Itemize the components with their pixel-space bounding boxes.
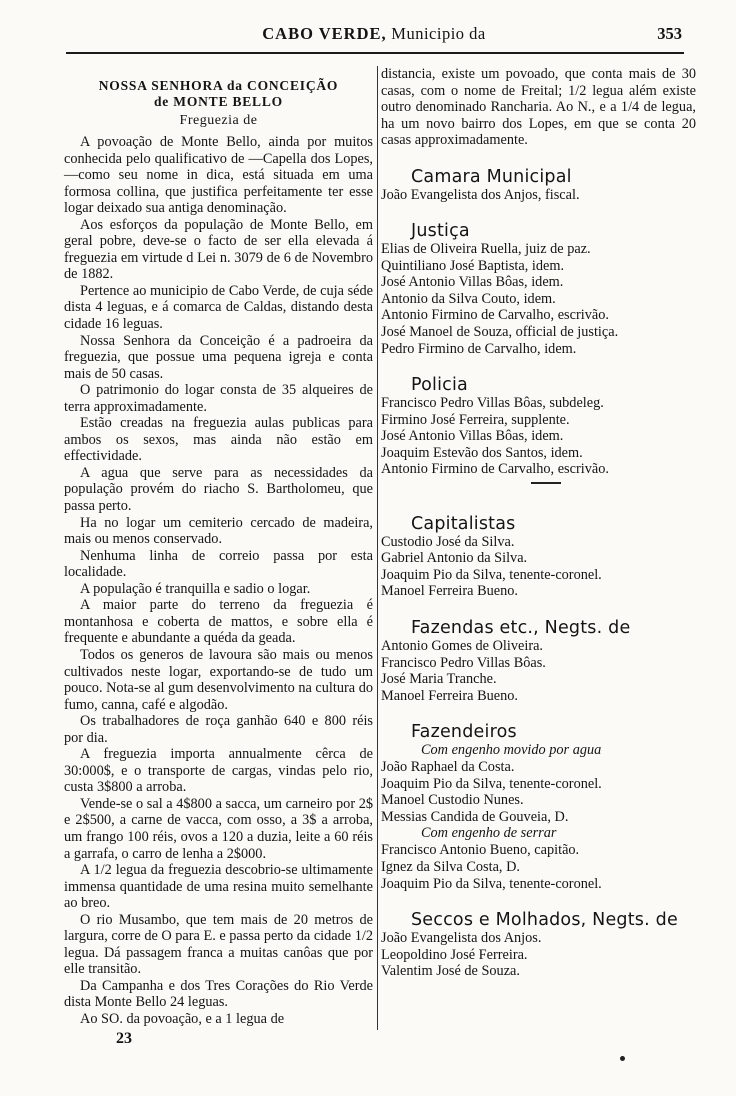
paragraph: A agua que serve para as necessidades da população provém do riacho S. Bartholomeu, que passa perto. bbox=[64, 464, 373, 515]
list-item: Leopoldino José Ferreira. bbox=[381, 946, 528, 963]
list-item: Manoel Ferreira Bueno. bbox=[381, 687, 518, 704]
header-title-bold: CABO VERDE, bbox=[262, 24, 387, 43]
paragraph: A povoação de Monte Bello, ainda por muitos conhecida pelo qualificativo de —Capella dos Lopes,—como seu nome in dica, está situada em uma formosa collina, que justifica perfeitamente ter esse logar deixado sua antiga denominação. bbox=[64, 134, 373, 217]
paragraph: Os trabalhadores de roça ganhão 640 e 800 réis por dia. bbox=[64, 713, 373, 746]
list-item: Joaquim Pio da Silva, tenente-coronel. bbox=[381, 566, 602, 583]
list-item: Antonio Firmino de Carvalho, escrivão. bbox=[381, 307, 609, 324]
paragraph: Ao SO. da povoação, e a 1 legua de bbox=[80, 1010, 285, 1027]
subheading: Com engenho de serrar bbox=[421, 825, 557, 842]
list-item: João Evangelista dos Anjos, fiscal. bbox=[381, 186, 580, 203]
paragraph: A maior parte do terreno da freguezia é montanhosa e coberta de mattos, e sobre ella é frequente e abundante a quéda da geada. bbox=[64, 597, 373, 647]
parish-subtitle: Freguezia de bbox=[179, 113, 258, 128]
list-item: João Evangelista dos Anjos. bbox=[381, 930, 542, 947]
paragraph: Ha no logar um cemiterio cercado de madeira, mais ou menos conservado. bbox=[64, 514, 373, 548]
paragraph: Nenhuma linha de correio passa por esta localidade. bbox=[64, 547, 373, 581]
section-heading-fazendas: Fazendas etc., Negts. de bbox=[411, 618, 631, 639]
list-item: Joaquim Pio da Silva, tenente-coronel. bbox=[381, 775, 602, 792]
list-item: Messias Candida de Gouveia, D. bbox=[381, 808, 569, 825]
ink-dot bbox=[620, 1056, 625, 1061]
list-item: Francisco Pedro Villas Bôas. bbox=[381, 654, 546, 671]
section-heading-capitalistas: Capitalistas bbox=[411, 513, 516, 534]
list-item: Custodio José da Silva. bbox=[381, 533, 515, 550]
list-item: Joaquim Estevão dos Santos, idem. bbox=[381, 444, 583, 461]
list-item: Antonio Gomes de Oliveira. bbox=[381, 638, 543, 655]
list-item: José Manoel de Souza, official de justiça. bbox=[381, 324, 619, 341]
page-number: 353 bbox=[657, 24, 682, 43]
paragraph: Todos os generos de lavoura são mais ou menos cultivados neste logar, exportando-se de tudo um pouco. Nota-se al gum desenvolvimento na cultura do fumo, canna, café e algodão. bbox=[64, 646, 373, 713]
paragraph: A 1/2 legua da freguezia descobrio-se ultimamente immensa quantidade de uma resina muito semelhante ao breo. bbox=[64, 862, 373, 912]
paragraph: Estão creadas na freguezia aulas publicas para ambos os sexos, mas ainda não estão em effectividade. bbox=[64, 415, 373, 465]
paragraph: Aos esforços da população de Monte Bello, em geral pobre, deve-se o facto de ser ella elevada á freguezia em virtude d Lei n. 3079 de 6 de Novembro de 1882. bbox=[64, 216, 373, 283]
list-item: José Antonio Villas Bôas, idem. bbox=[381, 274, 564, 291]
right-column bbox=[381, 66, 696, 980]
list-item: Quintiliano José Baptista, idem. bbox=[381, 257, 565, 274]
section-heading-fazendeiros: Fazendeiros bbox=[411, 722, 517, 743]
section-heading-policia: Policia bbox=[411, 375, 468, 396]
list-item: Antonio Firmino de Carvalho, escrivão. bbox=[381, 461, 609, 478]
header-rule bbox=[66, 52, 684, 54]
paragraph: Nossa Senhora da Conceição é a padroeira da freguezia, que possue uma pequena igreja e conta mais de 50 casas. bbox=[64, 332, 373, 382]
paragraph: Pertence ao municipio de Cabo Verde, de cuja séde dista 4 leguas, e á comarca de Caldas, distando desta cidade 16 leguas. bbox=[64, 282, 373, 333]
list-item: Gabriel Antonio da Silva. bbox=[381, 550, 528, 567]
paragraph: Vende-se o sal a 4$800 a sacca, um carneiro por 2$ e 2$500, a carne de vacca, com osso, a 3$ a arroba, um frango 100 réis, ovos a 120 a duzia, leite a 60 réis a garrafa, o carro de lenha a 2$000. bbox=[64, 795, 373, 862]
section-heading-camara: Camara Municipal bbox=[411, 166, 572, 187]
list-item: Francisco Pedro Villas Bôas, subdeleg. bbox=[381, 395, 604, 412]
section-heading-seccos: Seccos e Molhados, Negts. de bbox=[411, 910, 678, 931]
list-item: José Antonio Villas Bôas, idem. bbox=[381, 428, 564, 445]
column-divider bbox=[377, 66, 378, 1030]
list-item: Valentim José de Souza. bbox=[381, 963, 520, 980]
header-title-rest: Municipio da bbox=[391, 24, 486, 43]
continuation-paragraph: distancia, existe um povoado, que conta mais de 30 casas, com o nome de Freital; 1/2 legua além existe outro denominado Rancharia. Ao N., e a 1/4 de legua, ha um novo bairro dos Lopes, em que se conta 20 casas approximadamente. bbox=[381, 66, 696, 149]
paragraph: O rio Musambo, que tem mais de 20 metros de largura, corre de O para E. e passa perto da cidade 1/2 legua. Dá passagem franca a muitas canôas que por elle transitão. bbox=[64, 911, 373, 978]
list-item: Pedro Firmino de Carvalho, idem. bbox=[381, 340, 577, 357]
left-column bbox=[64, 78, 373, 1028]
list-item: Francisco Antonio Bueno, capitão. bbox=[381, 842, 580, 859]
paragraph: Da Campanha e dos Tres Corações do Rio Verde dista Monte Bello 24 leguas. bbox=[64, 977, 373, 1011]
list-item: Antonio da Silva Couto, idem. bbox=[381, 290, 556, 307]
paragraph: A freguezia importa annualmente cêrca de 30:000$, e o transporte de cargas, vindas pelo rio, custa 3$800 a arroba. bbox=[64, 746, 373, 796]
list-item: Joaquim Pio da Silva, tenente-coronel. bbox=[381, 875, 602, 892]
parish-title: NOSSA SENHORA da CONCEIÇÃO bbox=[98, 78, 339, 93]
list-item: Ignez da Silva Costa, D. bbox=[381, 858, 520, 875]
section-heading-justica: Justiça bbox=[411, 221, 470, 242]
list-item: Firmino José Ferreira, supplente. bbox=[381, 411, 570, 428]
paragraph: A população é tranquilla e sadio o logar. bbox=[80, 580, 311, 597]
parish-title-line2: de MONTE BELLO bbox=[154, 94, 283, 109]
header-title bbox=[66, 24, 682, 44]
running-header bbox=[66, 24, 682, 48]
list-item: José Maria Tranche. bbox=[381, 671, 497, 688]
list-item: Elias de Oliveira Ruella, juiz de paz. bbox=[381, 241, 591, 258]
signature-mark: 23 bbox=[116, 1030, 132, 1047]
list-item: Manoel Custodio Nunes. bbox=[381, 792, 524, 809]
subheading: Com engenho movido por agua bbox=[421, 742, 602, 759]
list-item: Manoel Ferreira Bueno. bbox=[381, 583, 518, 600]
list-item: João Raphael da Costa. bbox=[381, 759, 515, 776]
paragraph: O patrimonio do logar consta de 35 alqueires de terra approximadamente. bbox=[64, 382, 373, 415]
